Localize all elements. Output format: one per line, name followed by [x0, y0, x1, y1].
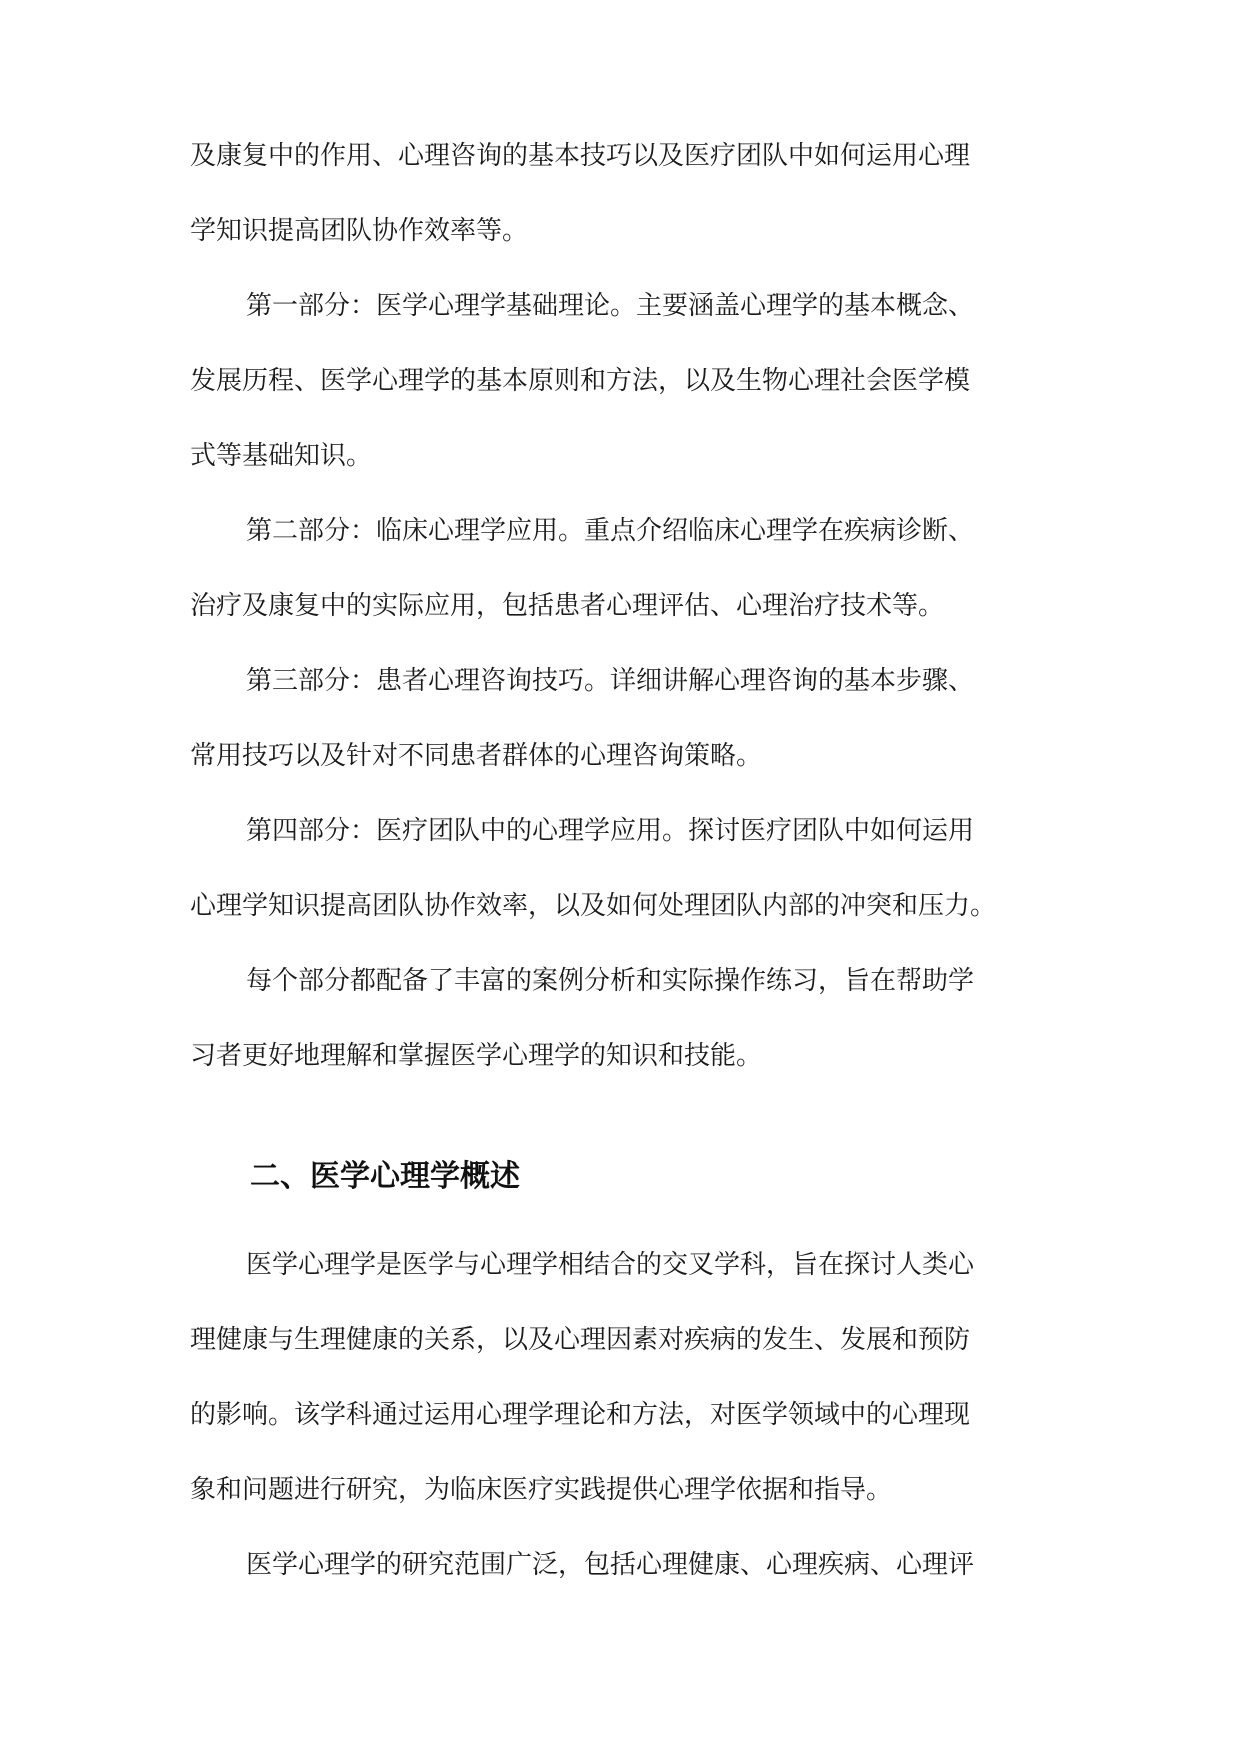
paragraph-2-line-3: 式等基础知识。: [190, 441, 373, 471]
section-paragraph-1-line-4: 象和问题进行研究，为临床医疗实践提供心理学依据和指导。: [190, 1475, 893, 1505]
paragraph-4-line-2: 常用技巧以及针对不同患者群体的心理咨询策略。: [190, 741, 763, 771]
paragraph-6-line-1: 每个部分都配备了丰富的案例分析和实际操作练习，旨在帮助学: [246, 966, 975, 996]
paragraph-4-line-1: 第三部分：患者心理咨询技巧。详细讲解心理咨询的基本步骤、: [246, 666, 975, 696]
paragraph-5-line-2: 心理学知识提高团队协作效率，以及如何处理团队内部的冲突和压力。: [190, 891, 997, 921]
paragraph-3-line-2: 治疗及康复中的实际应用，包括患者心理评估、心理治疗技术等。: [190, 591, 945, 621]
section-paragraph-2-line-1: 医学心理学的研究范围广泛，包括心理健康、心理疾病、心理评: [246, 1550, 975, 1580]
paragraph-5-line-1: 第四部分：医疗团队中的心理学应用。探讨医疗团队中如何运用: [246, 816, 975, 846]
paragraph-2-line-2: 发展历程、医学心理学的基本原则和方法，以及生物心理社会医学模: [190, 366, 971, 396]
paragraph-1-line-1: 及康复中的作用、心理咨询的基本技巧以及医疗团队中如何运用心理: [190, 141, 971, 171]
paragraph-6-line-2: 习者更好地理解和掌握医学心理学的知识和技能。: [190, 1041, 763, 1071]
section-paragraph-1-line-2: 理健康与生理健康的关系，以及心理因素对疾病的发生、发展和预防: [190, 1325, 971, 1355]
paragraph-2-line-1: 第一部分：医学心理学基础理论。主要涵盖心理学的基本概念、: [246, 291, 975, 321]
paragraph-1-line-2: 学知识提高团队协作效率等。: [190, 216, 529, 246]
section-heading: 二、医学心理学概述: [250, 1159, 520, 1194]
section-paragraph-1-line-3: 的影响。该学科通过运用心理学理论和方法，对医学领域中的心理现: [190, 1400, 971, 1430]
paragraph-3-line-1: 第二部分：临床心理学应用。重点介绍临床心理学在疾病诊断、: [246, 516, 975, 546]
section-paragraph-1-line-1: 医学心理学是医学与心理学相结合的交叉学科，旨在探讨人类心: [246, 1250, 975, 1280]
